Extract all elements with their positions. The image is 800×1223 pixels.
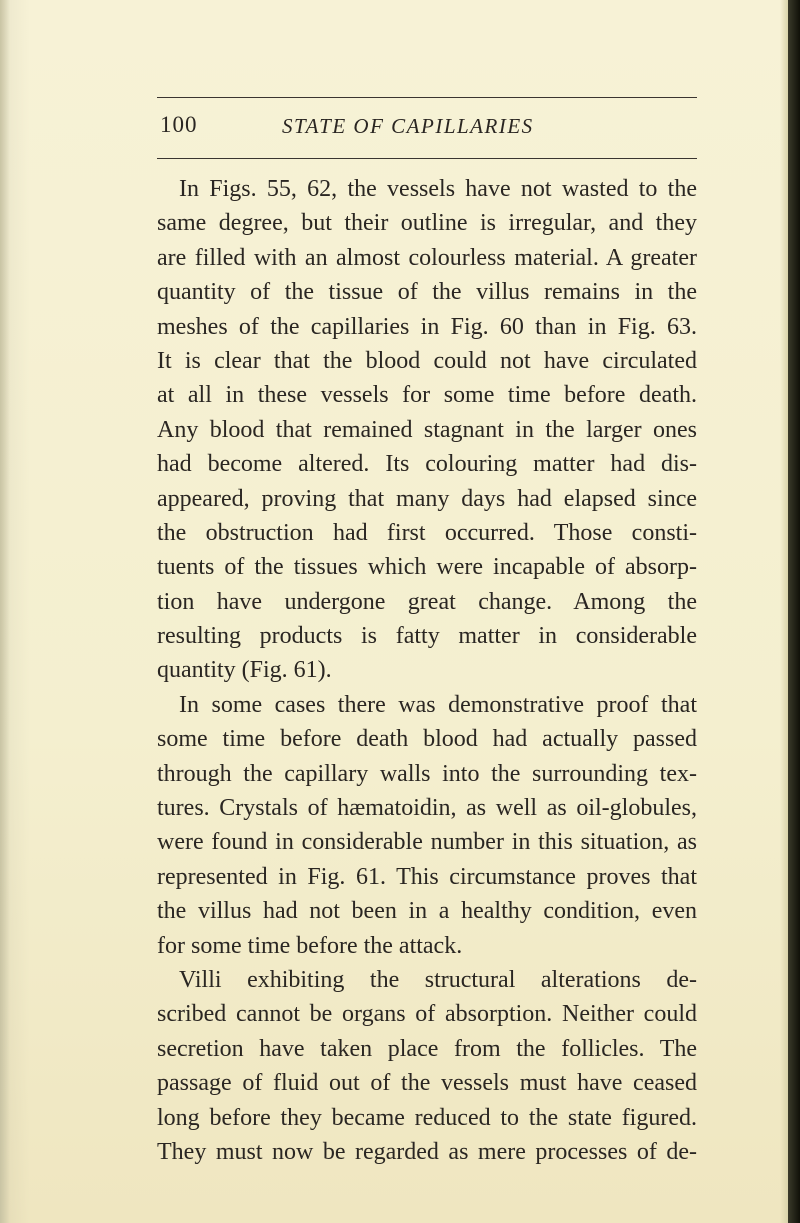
text-line: In Figs. 55, 62, the vessels have not wasted to the [179, 176, 697, 202]
text-line: meshes of the capillaries in Fig. 60 than in Fig. 63. [157, 313, 697, 340]
text-line: are filled with an almost colourless material. A greater [157, 244, 697, 271]
text-line: scribed cannot be organs of absorption. Neither could [157, 1001, 697, 1028]
text-line: represented in Fig. 61. This circumstance proves that [157, 863, 697, 890]
text-line: for some time before the attack. [157, 932, 463, 959]
text-line: the obstruction had first occurred. Those consti- [157, 519, 697, 546]
text-line: were found in considerable number in this situation, as [157, 829, 697, 856]
text-line: quantity of the tissue of the villus remains in the [157, 279, 697, 306]
text-line: through the capillary walls into the surrounding tex- [157, 760, 697, 787]
text-line: Villi exhibiting the structural alterations de- [179, 966, 697, 993]
body-text [157, 172, 697, 1169]
text-line: some time before death blood had actually passed [157, 726, 697, 753]
text-line: tion have undergone great change. Among the [157, 588, 697, 615]
page-edge-dark-border [788, 0, 800, 1223]
header-rule-top [157, 97, 697, 98]
page-gutter-shadow [0, 0, 10, 1223]
page-number: 100 [160, 112, 198, 137]
text-line: appeared, proving that many days had elapsed since [157, 485, 697, 512]
text-line: Any blood that remained stagnant in the larger ones [157, 416, 697, 443]
text-line: at all in these vessels for some time before death. [157, 382, 697, 409]
text-line: same degree, but their outline is irregular, and they [157, 210, 697, 237]
text-line: had become altered. Its colouring matter had dis- [157, 451, 697, 478]
text-line: the villus had not been in a healthy condition, even [157, 898, 697, 925]
header-rule-bottom [157, 158, 697, 159]
text-line: resulting products is fatty matter in considerable [157, 623, 697, 650]
text-line: It is clear that the blood could not have circulated [157, 347, 697, 374]
text-line: long before they became reduced to the state figured. [157, 1104, 697, 1131]
text-line: quantity (Fig. 61). [157, 657, 332, 684]
running-head: STATE OF CAPILLARIES [282, 114, 534, 138]
text-line: passage of fluid out of the vessels must have ceased [157, 1070, 697, 1097]
text-line: secretion have taken place from the follicles. The [157, 1035, 697, 1062]
text-line: tures. Crystals of hæmatoidin, as well as oil-globules, [157, 795, 697, 822]
text-line: They must now be regarded as mere processes of de- [157, 1138, 697, 1165]
text-line: In some cases there was demonstrative proof that [179, 691, 697, 718]
page-edge-highlight [780, 0, 788, 1223]
text-line: tuents of the tissues which were incapable of absorp- [157, 554, 697, 581]
